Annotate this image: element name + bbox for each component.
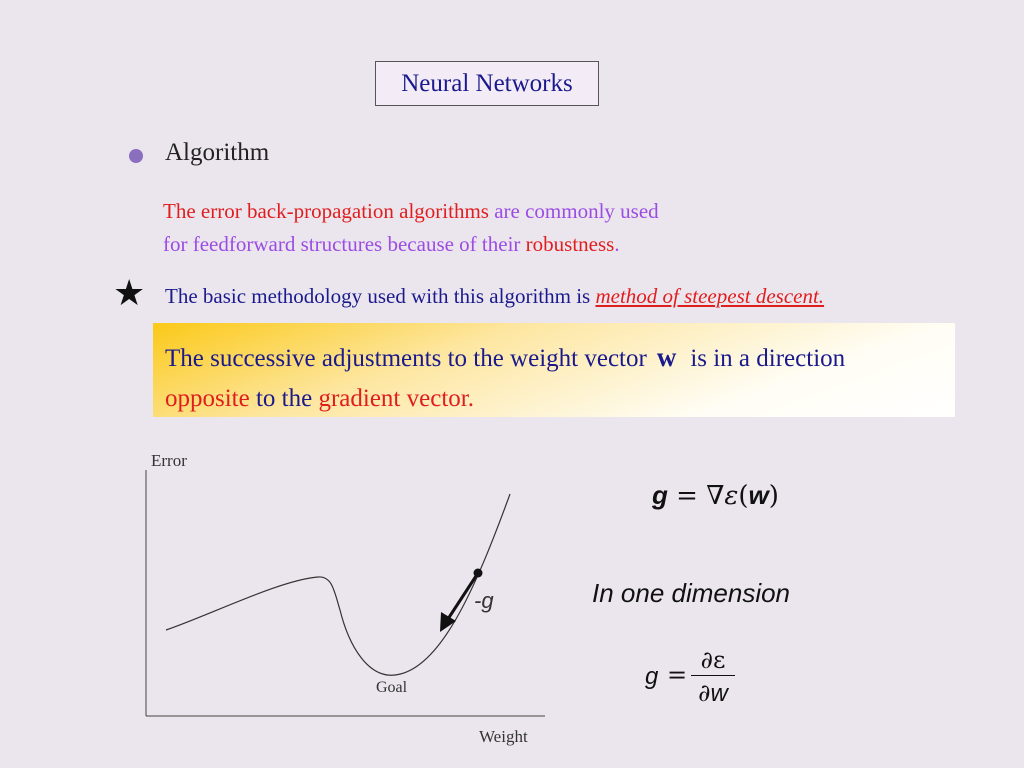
slide-title-text: Neural Networks: [401, 69, 573, 97]
goal-label: Goal: [376, 679, 408, 696]
y-axis-label: Error: [151, 451, 187, 470]
highlight-gradient: gradient vector.: [318, 385, 474, 412]
para-text-2: for feedforward structures because of their: [163, 232, 526, 256]
weight-vector-symbol: w: [656, 342, 677, 372]
steepest-descent-link[interactable]: method of steepest descent.: [595, 284, 825, 308]
formula1-nabla: = ∇: [667, 481, 725, 511]
neg-gradient-label: -g: [474, 588, 494, 613]
x-axis-label: Weight: [479, 727, 528, 746]
formula1-close: ): [768, 481, 779, 511]
highlight-text-3: to the: [249, 385, 319, 412]
one-dimension-caption: In one dimension: [592, 578, 791, 608]
para-red-phrase: The error back-propagation algorithms: [163, 199, 489, 223]
formula2-denominator: ∂w: [698, 679, 728, 707]
formula2-equals: =: [667, 661, 688, 689]
formula2-numerator: ∂ε: [700, 646, 726, 674]
gradient-arrowhead: [440, 612, 456, 632]
star-icon: ★: [113, 273, 146, 314]
formula1-w: w: [748, 480, 769, 510]
gradient-formula: [652, 480, 779, 511]
current-point-dot: [474, 569, 483, 578]
highlight-opposite: opposite: [165, 385, 250, 412]
error-curve: [166, 494, 510, 675]
formula1-open: (: [738, 481, 749, 511]
highlight-text-1: The successive adjustments to the weight vector: [165, 345, 647, 372]
section-heading: Algorithm: [165, 139, 270, 166]
formula2-fraction: [693, 645, 733, 708]
highlight-text-2: is in a direction: [690, 345, 846, 372]
methodology-text: The basic methodology used with this algorithm is: [165, 284, 596, 308]
para-text-1: are commonly used: [488, 199, 659, 223]
para-period: .: [614, 232, 620, 256]
formula2-g: g: [645, 663, 659, 690]
para-red-word: robustness: [525, 232, 615, 256]
formula1-eps: ε: [724, 481, 739, 511]
formula1-g: g: [652, 480, 668, 510]
